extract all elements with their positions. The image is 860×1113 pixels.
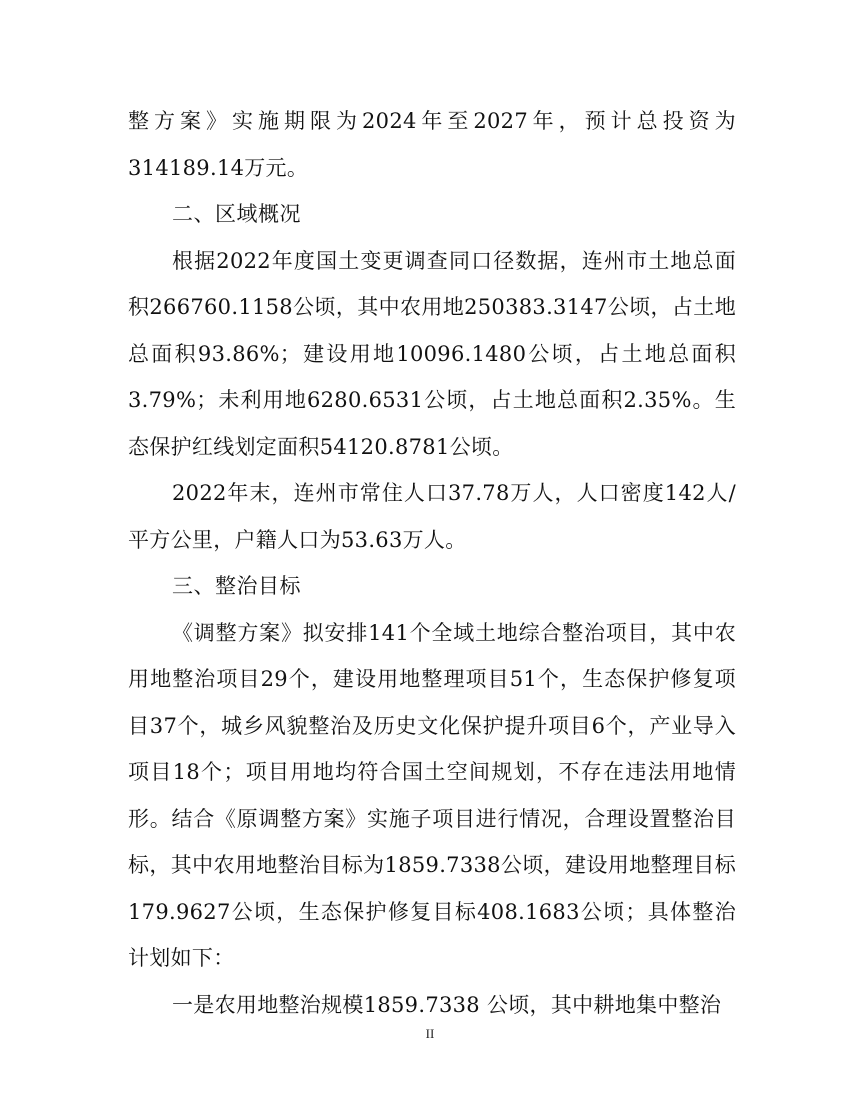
section-heading-targets: 三、整治目标	[172, 574, 301, 598]
paragraph-population: 2022年末，连州市常住人口37.78万人，人口密度142人/平方公里，户籍人口为53.63万人。	[128, 481, 736, 552]
page-number: II	[425, 1026, 435, 1041]
section-heading-region-overview: 二、区域概况	[172, 202, 301, 226]
paragraph-land-area: 根据2022年度国土变更调查同口径数据，连州市土地总面积266760.1158公顷，其中农用地250383.3147公顷，占土地总面积93.86%；建设用地10096.1480公顷，占土地总面积3.79%；未利用地6280.6531公顷，占土地总面积2.35%。生态保护红线划定面积54120.8781公顷。	[128, 248, 736, 459]
paragraph-continuation: 整方案》实施期限为2024年至2027年，预计总投资为314189.14万元。	[128, 109, 736, 180]
paragraph-project-plan: 《调整方案》拟安排141个全域土地综合整治项目，其中农用地整治项目29个，建设用地整理项目51个，生态保护修复项目37个，城乡风貌整治及历史文化保护提升项目6个，产业导入项目18个；项目用地均符合国土空间规划，不存在违法用地情形。结合《原调整方案》实施子项目进行情况，合理设置整治目标，其中农用地整治目标为1859.7338公顷，建设用地整理目标179.9627公顷，生态保护修复目标408.1683公顷；具体整治计划如下：	[128, 620, 736, 970]
paragraph-farmland-scale: 一是农用地整治规模1859.7338 公顷，其中耕地集中整治	[172, 992, 722, 1017]
document-body	[128, 98, 736, 1028]
